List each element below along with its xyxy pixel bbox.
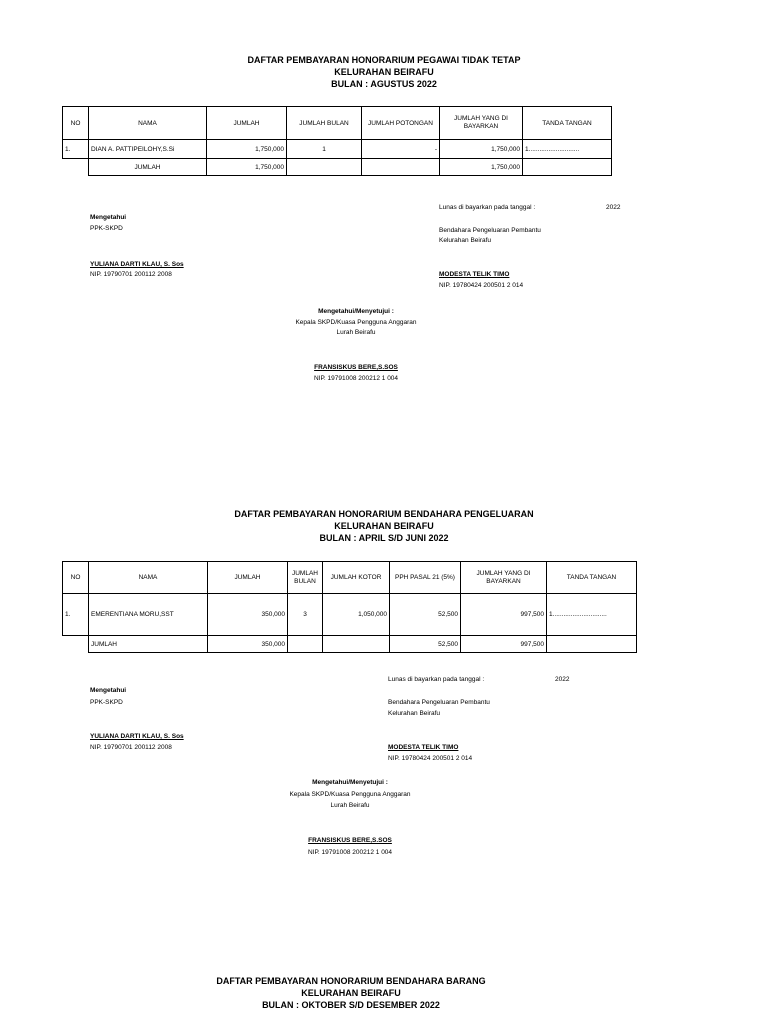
doc1-header-potongan: JUMLAH POTONGAN xyxy=(362,107,440,140)
doc2-sign-left-nip: NIP. 19790701 200112 2008 xyxy=(90,744,172,751)
doc2-title-line3: BULAN : APRIL S/D JUNI 2022 xyxy=(319,533,449,543)
doc1-payment-table xyxy=(62,106,612,176)
doc1-sign-right-name: MODESTA TELIK TIMO xyxy=(439,271,510,278)
doc2-header-no: NO xyxy=(63,562,89,594)
doc2-payment-table xyxy=(62,561,637,653)
doc1-lunas-label: Lunas di bayarkan pada tanggal : xyxy=(439,204,536,211)
doc1-header-jumlah: JUMLAH xyxy=(207,107,287,140)
doc1-bendahara-line1: Bendahara Pengeluaran Pembantu xyxy=(439,227,541,234)
doc2-header-bulan: JUMLAH BULAN xyxy=(288,562,323,594)
doc1-ppk: PPK-SKPD xyxy=(90,225,123,232)
doc2-sign-right-name: MODESTA TELIK TIMO xyxy=(388,744,459,751)
doc2-header-ttd: TANDA TANGAN xyxy=(547,562,637,594)
doc1-title xyxy=(0,54,768,90)
doc2-year: 2022 xyxy=(555,676,570,683)
doc2-title xyxy=(0,508,768,544)
doc2-header-nama: NAMA xyxy=(89,562,208,594)
doc1-sign-right-nip: NIP. 19780424 200501 2 014 xyxy=(439,282,524,289)
doc2-header-row xyxy=(63,562,637,594)
doc3-title-line2: KELURAHAN BEIRAFU xyxy=(301,988,401,998)
doc1-kepala-line1: Kepala SKPD/Kuasa Pengguna Anggaran xyxy=(295,319,417,326)
doc2-sign-left-name: YULIANA DARTI KLAU, S. Sos xyxy=(90,733,184,740)
doc1-sign-left-nip: NIP. 19790701 200112 2008 xyxy=(90,271,172,278)
doc2-header-pph: PPH PASAL 21 (5%) xyxy=(390,562,461,594)
table-row: 1. DIAN A. PATTIPEILOHY,S.Si 1,750,000 1 - 1,750,000 1............................ xyxy=(63,140,612,159)
doc1-header-row xyxy=(63,107,612,140)
doc2-kepala-line1: Kepala SKPD/Kuasa Pengguna Anggaran xyxy=(289,791,411,798)
doc1-kepala-line2: Lurah Beirafu xyxy=(336,329,376,336)
doc2-lunas-label: Lunas di bayarkan pada tanggal : xyxy=(388,676,485,683)
doc2-header-jumlah: JUMLAH xyxy=(208,562,288,594)
doc1-mengetahui: Mengetahui xyxy=(90,214,127,221)
doc2-total-row: JUMLAH 350,000 52,500 997,500 xyxy=(63,636,637,653)
doc1-sign-left-name: YULIANA DARTI KLAU, S. Sos xyxy=(90,261,184,268)
table-row: 1. EMERENTIANA MORU,SST 350,000 3 1,050,000 52,500 997,500 1.............................. xyxy=(63,594,637,636)
doc1-lurah-nip: NIP. 19791008 200212 1 004 xyxy=(313,375,399,382)
doc1-total-row: JUMLAH 1,750,000 1,750,000 xyxy=(63,159,612,176)
doc2-header-dibayarkan: JUMLAH YANG DI BAYARKAN xyxy=(461,562,547,594)
doc2-menyetujui: Mengetahui/Menyetujui : xyxy=(312,779,388,786)
doc2-bendahara-line1: Bendahara Pengeluaran Pembantu xyxy=(388,699,490,706)
doc2-header-kotor: JUMLAH KOTOR xyxy=(323,562,390,594)
doc2-lurah-name: FRANSISKUS BERE,S.SOS xyxy=(308,837,392,844)
doc1-title-line1: DAFTAR PEMBAYARAN HONORARIUM PEGAWAI TIDAK TETAP xyxy=(247,55,521,65)
doc2-kepala-line2: Lurah Beirafu xyxy=(330,802,370,809)
doc2-sign-right-nip: NIP. 19780424 200501 2 014 xyxy=(388,755,473,762)
doc1-menyetujui: Mengetahui/Menyetujui : xyxy=(318,308,394,315)
doc1-bendahara-line2: Kelurahan Beirafu xyxy=(439,237,492,244)
doc2-title-line1: DAFTAR PEMBAYARAN HONORARIUM BENDAHARA PENGELUARAN xyxy=(234,509,534,519)
doc2-title-line2: KELURAHAN BEIRAFU xyxy=(334,521,434,531)
doc1-header-ttd: TANDA TANGAN xyxy=(523,107,612,140)
doc1-header-no: NO xyxy=(63,107,89,140)
doc2-lurah-nip: NIP. 19791008 200212 1 004 xyxy=(307,849,393,856)
doc1-header-dibayarkan: JUMLAH YANG DI BAYARKAN xyxy=(440,107,523,140)
doc1-lurah-name: FRANSISKUS BERE,S.SOS xyxy=(314,364,398,371)
doc2-ppk: PPK-SKPD xyxy=(90,699,123,706)
doc3-title-line1: DAFTAR PEMBAYARAN HONORARIUM BENDAHARA BARANG xyxy=(216,976,486,986)
doc1-year: 2022 xyxy=(606,204,621,211)
doc1-title-line3: BULAN : AGUSTUS 2022 xyxy=(331,79,437,89)
doc2-mengetahui: Mengetahui xyxy=(90,687,127,694)
doc1-title-line2: KELURAHAN BEIRAFU xyxy=(334,67,434,77)
doc1-header-nama: NAMA xyxy=(89,107,207,140)
doc3-title xyxy=(0,975,735,1011)
doc3-title-line3: BULAN : OKTOBER S/D DESEMBER 2022 xyxy=(262,1000,440,1010)
doc1-header-bulan: JUMLAH BULAN xyxy=(287,107,362,140)
doc2-bendahara-line2: Kelurahan Beirafu xyxy=(388,710,441,717)
